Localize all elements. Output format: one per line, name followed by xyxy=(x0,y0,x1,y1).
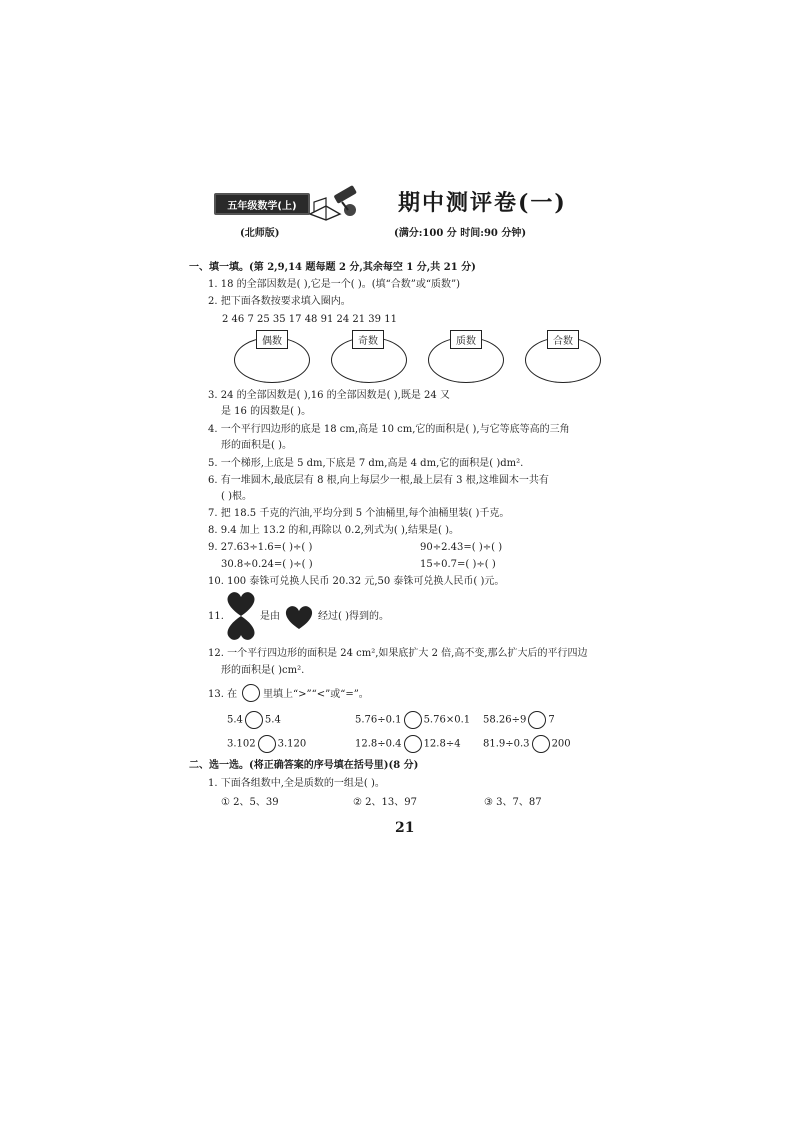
question-9-row1-right: 90÷2.43=( )÷( ) xyxy=(420,542,503,553)
page-number: 21 xyxy=(395,820,415,836)
question-9-row2-right: 15÷0.7=( )÷( ) xyxy=(420,559,496,570)
grade-badge: 五年级数学(上) xyxy=(214,193,310,215)
section1-heading: 一、填一填。(第 2,9,14 题每题 2 分,其余每空 1 分,共 21 分) xyxy=(189,262,476,273)
compare-item-1: 5.4 5.4̇ xyxy=(227,711,281,729)
edition-label: (北师版) xyxy=(240,228,280,239)
section2-question-1: 1. 下面各组数中,全是质数的一组是( )。 xyxy=(208,778,385,789)
odd-label: 奇数 xyxy=(352,330,384,349)
question-5: 5. 一个梯形,上底是 5 dm,下底是 7 dm,高是 4 dm,它的面积是( )dm². xyxy=(208,458,524,469)
question-13-pre: 13. 在 xyxy=(208,689,238,700)
compare-item-4: 3.102 3.120 xyxy=(227,735,306,753)
compare-item-5: 12.8÷0.4 12.8÷4 xyxy=(355,735,461,753)
question-9-row1-left: 9. 27.63÷1.6=( )÷( ) xyxy=(208,542,313,553)
compare-item-6: 81.9÷0.3 200 xyxy=(483,735,571,753)
question-12-line1: 12. 一个平行四边形的面积是 24 cm²,如果底扩大 2 倍,高不变,那么扩大后的平行四边 xyxy=(208,648,588,659)
double-heart-icon xyxy=(225,590,257,642)
answer-circle[interactable] xyxy=(404,735,422,753)
question-7: 7. 把 18.5 千克的汽油,平均分到 5 个油桶里,每个油桶里装( )千克。 xyxy=(208,508,510,519)
answer-circle[interactable] xyxy=(532,735,550,753)
page-title: 期中测评卷(一) xyxy=(398,190,567,216)
question-3-line1: 3. 24 的全部因数是( ),16 的全部因数是( ),既是 24 又 xyxy=(208,390,450,401)
even-label: 偶数 xyxy=(256,330,288,349)
question-1: 1. 18 的全部因数是( ),它是一个( )。(填“合数”或“质数”) xyxy=(208,279,461,290)
compare-item-3: 58.26÷9 7 xyxy=(483,711,555,729)
question-10: 10. 100 泰铢可兑换人民币 20.32 元,50 泰铢可兑换人民币( )元。 xyxy=(208,576,505,587)
answer-circle[interactable] xyxy=(404,711,422,729)
option-1[interactable]: ① 2、5、39 xyxy=(221,797,279,808)
question-9-row2-left: 30.8÷0.24=( )÷( ) xyxy=(221,559,313,570)
answer-circle[interactable] xyxy=(245,711,263,729)
option-2[interactable]: ② 2、13、97 xyxy=(353,797,417,808)
question-6-line1: 6. 有一堆圆木,最底层有 8 根,向上每层少一根,最上层有 3 根,这堆圆木一共有 xyxy=(208,475,549,486)
question-3-line2: 是 16 的因数是( )。 xyxy=(221,406,312,417)
question-11-end: 经过( )得到的。 xyxy=(318,611,389,622)
answer-circle[interactable] xyxy=(528,711,546,729)
prime-label: 质数 xyxy=(450,330,482,349)
question-11-number: 11. xyxy=(208,611,224,622)
question-11-mid: 是由 xyxy=(260,611,280,622)
section2-heading: 二、选一选。(将正确答案的序号填在括号里)(8 分) xyxy=(189,760,419,771)
composite-label: 合数 xyxy=(547,330,579,349)
book-telescope-icon xyxy=(306,180,362,222)
question-13-post: 里填上“>”“<”或“=”。 xyxy=(263,689,369,700)
question-2-numbers: 2 46 7 25 35 17 48 91 24 21 39 11 xyxy=(222,314,397,325)
compare-circle-icon xyxy=(242,684,260,702)
question-4-line1: 4. 一个平行四边形的底是 18 cm,高是 10 cm,它的面积是( ),与它等底等高的三角 xyxy=(208,424,570,435)
option-3[interactable]: ③ 3、7、87 xyxy=(484,797,542,808)
question-6-line2: ( )根。 xyxy=(221,491,252,502)
question-4-line2: 形的面积是( )。 xyxy=(221,440,292,451)
compare-item-2: 5.76÷0.1 5.76×0.1 xyxy=(355,711,470,729)
exam-info: (满分:100 分 时间:90 分钟) xyxy=(394,228,527,239)
question-2: 2. 把下面各数按要求填入圈内。 xyxy=(208,296,351,307)
answer-circle[interactable] xyxy=(258,735,276,753)
question-8: 8. 9.4 加上 13.2 的和,再除以 0.2,列式为( ),结果是( )。 xyxy=(208,525,460,536)
question-12-line2: 形的面积是( )cm². xyxy=(221,665,305,676)
heart-icon xyxy=(284,604,314,630)
